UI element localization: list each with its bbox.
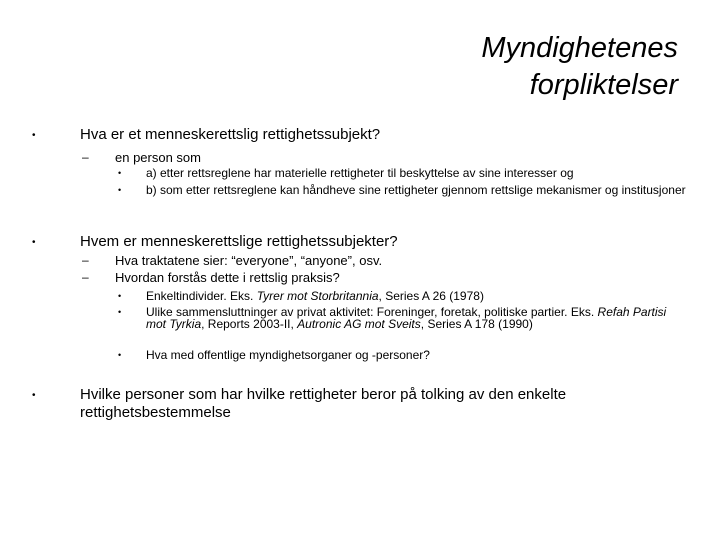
dash-marker: –	[82, 150, 89, 164]
bullet-marker: •	[32, 390, 36, 401]
slide-title	[278, 30, 678, 104]
bullet-marker: •	[32, 237, 36, 248]
sub-bullet-practice	[82, 270, 675, 285]
text-segment: , Reports 2003-II,	[201, 317, 298, 331]
bullet-question-1	[32, 126, 680, 144]
sub-bullet-text: en person som	[115, 150, 201, 165]
bullet-text: Hvilke personer som har hvilke rettigheter beror på tolking av den enkelte rettighetsbestemmelse	[80, 386, 567, 421]
title-line-1: Myndighetenes	[481, 32, 678, 64]
bullet-text: Hvem er menneskerettslige rettighetssubjekter?	[80, 233, 398, 250]
text-segment: , Series A 178 (1990)	[420, 317, 533, 331]
bullet-marker: •	[32, 130, 36, 141]
bullet-marker: •	[118, 307, 122, 317]
dash-marker: –	[82, 270, 89, 284]
bullet-interpretation	[32, 386, 680, 422]
sub-bullet-treaties	[82, 253, 675, 268]
sub-sub-bullet-a	[118, 166, 686, 180]
sub-sub-bullet-authorities	[118, 348, 686, 362]
text-segment: Enkeltindivider. Eks.	[146, 289, 257, 303]
case-name: Refah Partisi mot Tyrkia	[146, 305, 667, 331]
bullet-marker: •	[118, 291, 122, 301]
bullet-text: Hva er et menneskerettslig rettighetssubjekt?	[80, 126, 381, 143]
sub-sub-bullet-text: a) etter rettsreglene har materielle rettigheter til beskyttelse av sine interesser og	[146, 166, 574, 180]
bullet-question-2	[32, 233, 680, 251]
text-segment: Ulike sammensluttninger av privat aktivitet: Foreninger, foretak, politiske partier. Eks.	[146, 305, 598, 319]
case-name: Autronic AG mot Sveits	[297, 317, 421, 331]
dash-marker: –	[82, 253, 89, 267]
case-name: Tyrer mot Storbritannia	[256, 289, 379, 303]
bullet-marker: •	[118, 185, 122, 195]
sub-sub-bullet-associations	[118, 305, 686, 331]
sub-bullet-text: Hvordan forstås dette i rettslig praksis?	[115, 270, 340, 285]
title-line-2: forpliktelser	[529, 69, 678, 101]
bullet-marker: •	[118, 168, 122, 178]
bullet-marker: •	[118, 350, 122, 360]
sub-bullet-person	[82, 150, 675, 165]
sub-sub-bullet-b	[118, 183, 686, 197]
sub-sub-bullet-text: b) som etter rettsreglene kan håndheve sine rettigheter gjennom rettslige mekanismer og institusjoner	[146, 183, 686, 197]
text-segment: , Series A 26 (1978)	[378, 289, 484, 303]
sub-sub-bullet-individuals	[118, 289, 686, 303]
sub-sub-bullet-text: Hva med offentlige myndighetsorganer og -personer?	[146, 348, 430, 362]
sub-bullet-text: Hva traktatene sier: “everyone”, “anyone”, osv.	[115, 253, 383, 268]
